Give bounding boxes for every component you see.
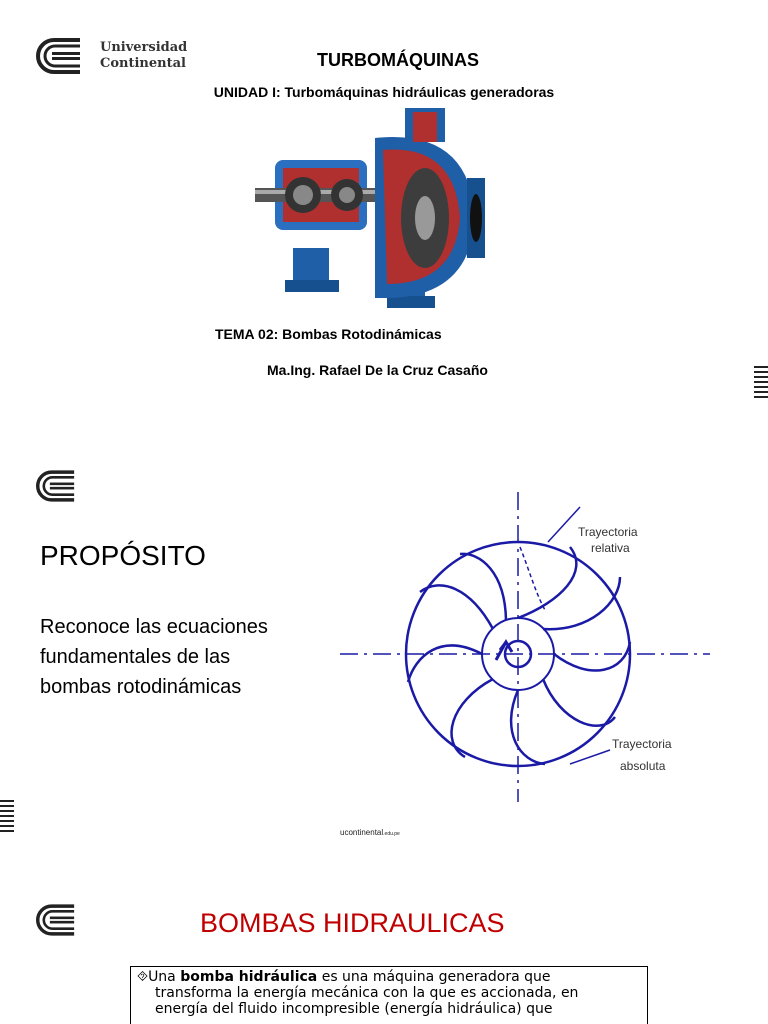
website-footer-main: ucontinental xyxy=(340,828,384,837)
slide-scroll-handle-left[interactable] xyxy=(0,800,14,835)
label-relative-line2: relativa xyxy=(591,541,630,555)
definition-line3: energía del fluido incompresible (energía hidráulica) que xyxy=(155,1001,553,1017)
author-name: Ma.Ing. Rafael De la Cruz Casaño xyxy=(267,362,488,378)
label-absolute-line2: absoluta xyxy=(620,759,666,773)
section-heading: BOMBAS HIDRAULICAS xyxy=(200,908,505,938)
definition-term: bomba hidráulica xyxy=(180,969,318,985)
university-name-line1: Universidad xyxy=(100,40,188,55)
website-footer xyxy=(340,828,400,837)
impeller-trajectory-diagram xyxy=(320,482,730,812)
university-name-line2: Continental xyxy=(100,56,186,71)
unit-subtitle: UNIDAD I: Turbomáquinas hidráulicas generadoras xyxy=(213,84,555,100)
definition-box xyxy=(130,966,648,1024)
purpose-heading: PROPÓSITO xyxy=(40,540,206,571)
purpose-slide xyxy=(0,462,768,850)
centrifugal-pump-image xyxy=(255,108,485,318)
definition-prefix: Una xyxy=(148,969,181,985)
purpose-text: Reconoce las ecuaciones fundamentales de las bombas rotodinámicas xyxy=(40,616,268,698)
title-slide xyxy=(0,0,768,400)
definition-rest: es una máquina generadora que xyxy=(317,969,551,985)
topic-title: TEMA 02: Bombas Rotodinámicas xyxy=(215,326,442,342)
pumps-slide xyxy=(0,868,768,1024)
label-absolute-line1: Trayectoria xyxy=(612,737,672,751)
diamond-bullet-icon: ⯑ xyxy=(137,969,149,985)
definition-line1 xyxy=(137,969,641,985)
website-footer-domain: .edu.pe xyxy=(383,831,400,837)
label-relative-line1: Trayectoria xyxy=(578,525,638,539)
university-logo-icon xyxy=(36,468,88,504)
definition-line2: transforma la energía mecánica con la que es accionada, en xyxy=(155,985,579,1001)
slide-scroll-handle-right[interactable] xyxy=(754,366,768,401)
university-logo-icon xyxy=(36,902,88,938)
course-title: TURBOMÁQUINAS xyxy=(317,50,479,70)
